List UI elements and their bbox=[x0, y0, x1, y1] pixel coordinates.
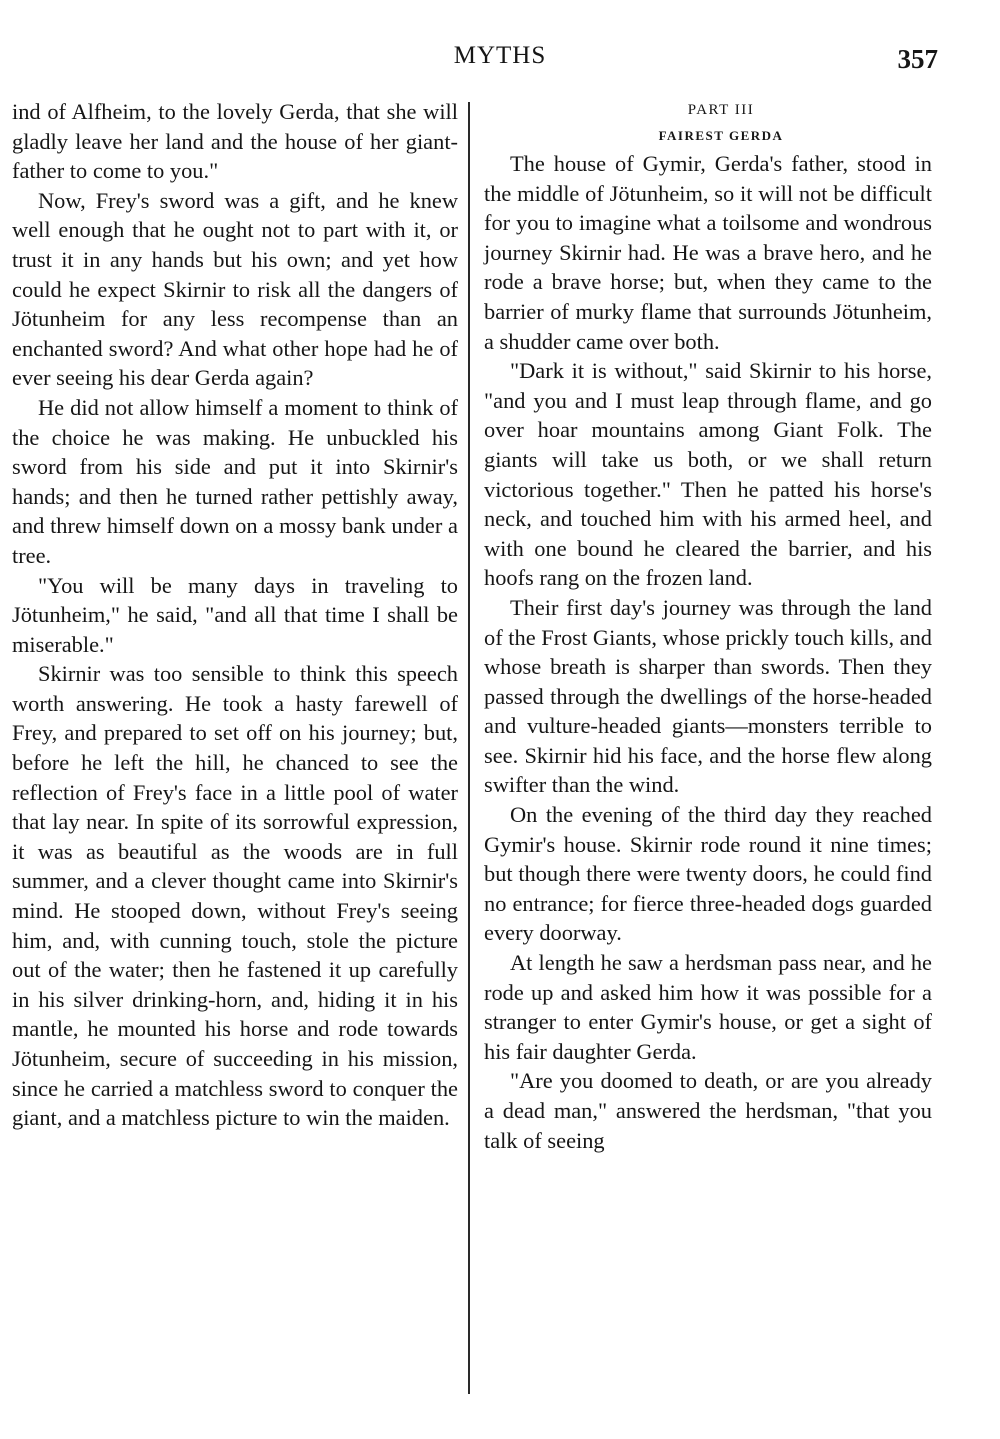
running-head bbox=[0, 40, 1000, 80]
paragraph: The house of Gymir, Gerda's father, stood in the middle of Jötunheim, so it will not be difficult for you to imagine what a toilsome and wondrous journey Skirnir had. He was a brave hero, and he rode a brave horse; but, when they came to the barrier of murky flame that surrounds Jötunheim, a shudder came over both. bbox=[484, 151, 932, 354]
paragraph: Their first day's journey was through the land of the Frost Giants, whose prickly touch kills, and whose breath is sharper than swords. Then they passed through the dwellings of the horse-headed and vulture-headed giants—monsters terrible to see. Skirnir hid his face, and the horse flew along swifter than the wind. bbox=[484, 594, 932, 798]
paragraph: Skirnir was too sensible to think this speech worth answering. He took a hasty farewell of Frey, and prepared to set off on his journey; but, before he left the hill, he chanced to see the reflection of Frey's face in a little pool of water that lay near. In spite of its sorrowful expression, it was as beautiful as the woods are in full summer, and a clever thought came into Skirnir's mind. He stooped down, without Frey's seeing him, and, with cunning touch, stole the picture out of the water; then he fastened it up carefully in his silver drinking-horn, and, hiding it in his mantle, he mounted his horse and rode towards Jötunheim, secure of succeeding in his mission, since he carried a matchless sword to conquer the giant, and a matchless picture to win the maiden. bbox=[12, 661, 458, 1131]
paragraph: ind of Alfheim, to the lovely Gerda, that she will gladly leave her land and the house of her giant-father to come to you." bbox=[12, 99, 458, 184]
paragraph: "Are you doomed to death, or are you already a dead man," answered the herdsman, "that you talk of seeing bbox=[484, 1068, 932, 1153]
paragraph: On the evening of the third day they reached Gymir's house. Skirnir rode round it nine times; but though there were twenty doors, he could find no entrance; for fierce three-headed dogs guarded every doorway. bbox=[484, 802, 932, 946]
part-label: PART III bbox=[687, 102, 755, 118]
page-number: 357 bbox=[897, 44, 938, 74]
paragraph: "Dark it is without," said Skirnir to his horse, "and you and I must leap through flame, and go over hoar mountains among Giant Folk. The giants will take us both, or we shall return victorious together." Then he patted his horse's neck, and touched him with his armed heel, and with one bound he cleared the barrier, and his hoofs rang on the frozen land. bbox=[484, 358, 932, 591]
left-column bbox=[12, 97, 458, 1133]
column-divider bbox=[468, 102, 470, 1394]
paragraph: "You will be many days in traveling to Jötunheim," he said, "and all that time I shall be miserable." bbox=[12, 572, 458, 657]
part-title: FAIREST GERDA bbox=[658, 128, 784, 143]
running-title: MYTHS bbox=[453, 42, 547, 69]
right-column bbox=[484, 97, 932, 1155]
paragraph: Now, Frey's sword was a gift, and he knew well enough that he ought not to part with it, or trust it in any hands but his own; and yet how could he expect Skirnir to risk all the dangers of Jötunheim for any less recompense than an enchanted sword? And what other hope had he of ever seeing his dear Gerda again? bbox=[12, 187, 458, 391]
paragraph: At length he saw a herdsman pass near, and he rode up and asked him how it was possible for a stranger to enter Gymir's house, or get a sight of his fair daughter Gerda. bbox=[484, 950, 932, 1064]
paragraph: He did not allow himself a moment to think of the choice he was making. He unbuckled his sword from his side and put it into Skirnir's hands; and then he turned rather pettishly away, and threw himself down on a mossy bank under a tree. bbox=[12, 394, 458, 568]
